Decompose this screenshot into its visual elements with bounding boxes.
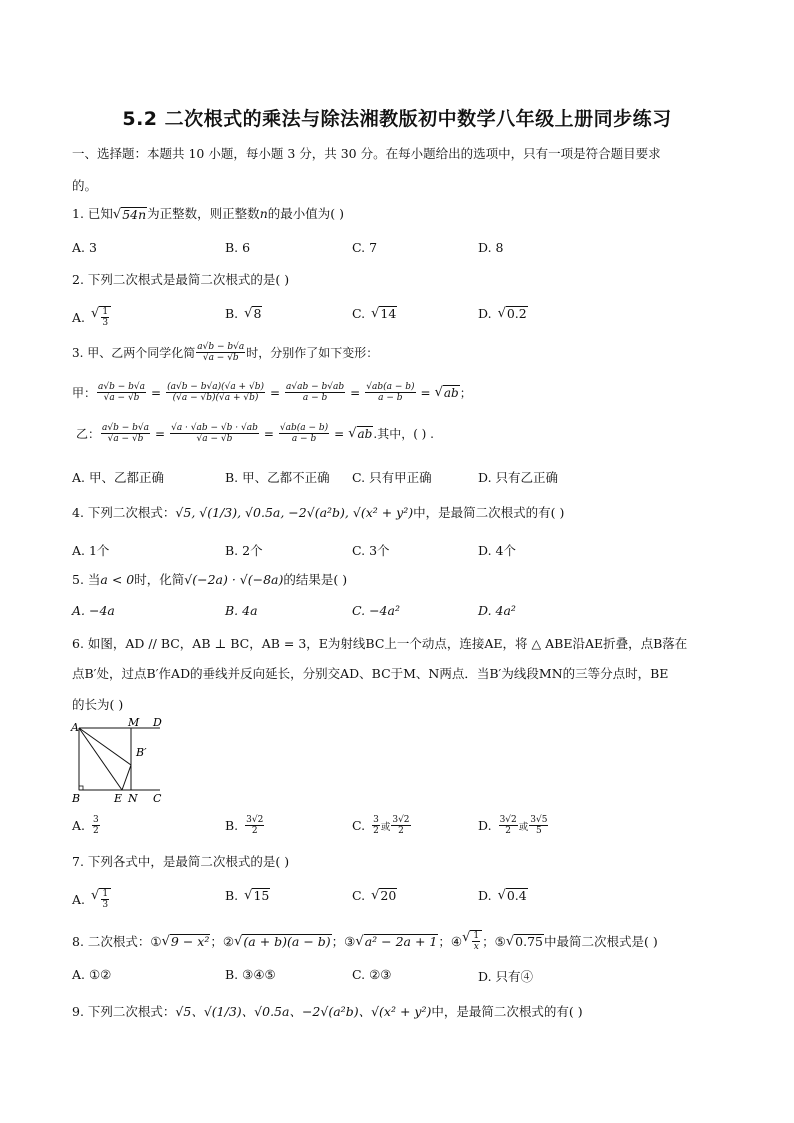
segment-b-prime-e: [122, 765, 131, 790]
question-7-options: [72, 888, 732, 908]
option-b[interactable]: B. $\frac{3√2}{2}$: [225, 815, 264, 836]
option-a[interactable]: A. √ $\frac{1}{3}$: [72, 888, 111, 910]
section-heading: 一、选择题：本题共 10 小题，每小题 3 分，共 30 分。在每小题给出的选项中，只有一项是符合题目要求: [72, 146, 661, 161]
radical: √ 54n: [112, 207, 147, 222]
option-b[interactable]: B. ③④⑤: [225, 967, 276, 982]
label-m: M: [128, 718, 140, 729]
question-4-stem: 4. 下列二次根式：√5, √(1/3), √0.5a, −2√(a²b), √(x² + y²)中，是最简二次根式的有( ): [72, 505, 565, 520]
option-a[interactable]: A. 甲、乙都正确: [72, 470, 164, 485]
question-2-stem: 2. 下列二次根式是最简二次根式的是( ): [72, 272, 290, 287]
option-b[interactable]: B. √ 15: [225, 888, 270, 903]
label-e: E: [114, 792, 123, 805]
question-3-options: [72, 468, 732, 488]
option-c[interactable]: C. √ 14: [352, 306, 397, 321]
question-9-stem: 9. 下列二次根式：√5、√(1/3)、√0.5a、−2√(a²b)、√(x² + y²)中，是最简二次根式的有( ): [72, 1004, 583, 1019]
label-d: D: [153, 718, 162, 729]
option-b[interactable]: B. 4a: [225, 603, 258, 618]
option-c[interactable]: C. 3个: [352, 543, 390, 558]
option-a[interactable]: A. 1个: [72, 543, 110, 558]
question-7-stem: 7. 下列各式中，是最简二次根式的是( ): [72, 854, 290, 869]
option-b[interactable]: B. 甲、乙都不正确: [225, 470, 330, 485]
option-c[interactable]: C. $\frac{3}{2}$ 或 $\frac{3√2}{2}$: [352, 815, 410, 836]
question-3-yi-derivation: 乙： $\frac{a√b - b√a}{√a - √b}$ = $\frac{√a \cdot √ab - √b \cdot √ab}{√a - √b}$ = $\frac{√ab(a - b)}{a - b}$ = √ ab .其中，( ) .: [76, 423, 434, 444]
option-b[interactable]: B. 2个: [225, 543, 263, 558]
option-d[interactable]: D. 4个: [478, 543, 516, 558]
option-a[interactable]: A. √ $\frac{1}{3}$: [72, 306, 111, 328]
segment-ab-prime: [79, 728, 131, 765]
page-title: 5.2 二次根式的乘法与除法湘教版初中数学八年级上册同步练习: [122, 108, 672, 130]
option-d[interactable]: D. $\frac{3√2}{2}$ 或 $\frac{3√5}{5}$: [478, 815, 548, 836]
question-6-stem-line1: 6. 如图，AD // BC，AB ⊥ BC，AB = 3，E为射线BC上一个动点，连接AE，将 △ ABE沿AE折叠，点B落在: [72, 636, 688, 651]
question-4-options: [72, 541, 732, 561]
section-heading-cont: 的。: [72, 178, 98, 193]
label-c: C: [153, 792, 162, 805]
question-8-options: [72, 967, 732, 987]
option-c[interactable]: C. 7: [352, 240, 378, 255]
question-1-options: [72, 240, 732, 260]
question-6-stem-line2: 点B′处，过点B′作AD的垂线并反向延长，分别交AD、BC于M、N两点．当B′为线段MN的三等分点时，BE: [72, 666, 669, 681]
label-n: N: [128, 792, 138, 805]
question-6-options: [72, 815, 732, 839]
question-5-options: [72, 603, 732, 623]
option-c[interactable]: C. ②③: [352, 967, 392, 982]
option-d[interactable]: D. 只有乙正确: [478, 470, 559, 485]
question-6-stem-line3: 的长为( ): [72, 697, 124, 712]
option-d[interactable]: D. √ 0.4: [478, 888, 527, 903]
option-d[interactable]: D. 8: [478, 240, 504, 255]
option-d[interactable]: D. 只有④: [478, 969, 534, 984]
label-b-prime: B′: [136, 746, 147, 759]
question-8-stem: 8. 二次根式： ① √ 9 − x² ； ② √ (a + b)(a − b) ； ③ √ a² − 2a + 1 ； ④ √ $\frac{1}{x}$ ； ⑤ √ 0.75 中最简二次根式是( ): [72, 930, 658, 952]
segment-ae: [79, 728, 122, 790]
question-3-jia-derivation: 甲： $\frac{a√b - b√a}{√a - √b}$ = $\frac{(a√b - b√a)(√a + √b)}{(√a - √b)(√a + √b)}$ = $\frac{a√ab - b√ab}{a - b}$ = $\frac{√ab(a - b)}{a - b}$ = √ ab ；: [72, 382, 472, 403]
option-c[interactable]: C. −4a²: [352, 603, 400, 618]
question-1-stem: 1. 已知 √ 54n 为正整数，则正整数n的最小值为( ): [72, 206, 344, 222]
label-a: A: [71, 721, 79, 734]
question-2-options: [72, 306, 732, 326]
option-d[interactable]: D. 4a²: [478, 603, 516, 618]
label-b: B: [72, 792, 81, 805]
option-a[interactable]: A. 3: [72, 240, 97, 255]
option-b[interactable]: B. 6: [225, 240, 251, 255]
option-b[interactable]: B. √ 8: [225, 306, 262, 321]
geometry-figure: [70, 718, 170, 806]
option-c[interactable]: C. √ 20: [352, 888, 397, 903]
question-3-stem: 3. 甲、乙两个同学化简 $\frac{a√b - b√a}{√a - √b}$ 时，分别作了如下变形：: [72, 342, 379, 363]
option-a[interactable]: A. ①②: [72, 967, 112, 982]
option-a[interactable]: A. −4a: [72, 603, 115, 618]
option-c[interactable]: C. 只有甲正确: [352, 470, 432, 485]
option-d[interactable]: D. √ 0.2: [478, 306, 527, 321]
right-angle-mark: [79, 786, 83, 790]
option-a[interactable]: A. $\frac{3}{2}$: [72, 815, 99, 836]
question-5-stem: 5. 当a < 0时，化简√(−2a) · √(−8a)的结果是( ): [72, 572, 348, 587]
